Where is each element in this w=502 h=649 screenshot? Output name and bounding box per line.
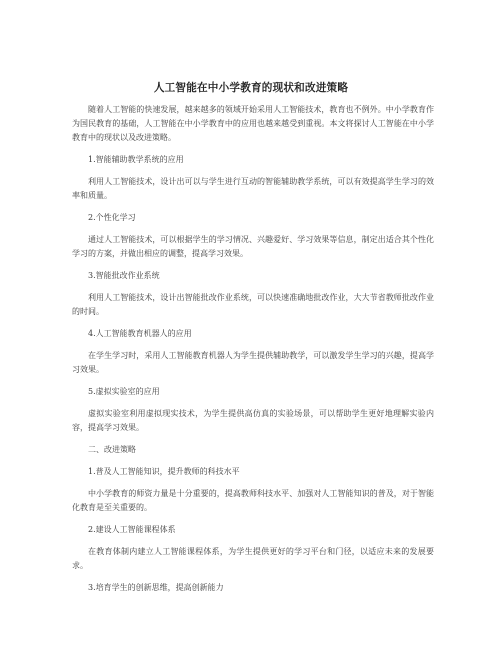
paragraph: 在学生学习时，采用人工智能教育机器人为学生提供辅助教学，可以激发学生学习的兴趣，提高学习效果。 bbox=[72, 351, 434, 375]
section-heading: 1.普及人工智能知识，提升教师的科技水平 bbox=[88, 467, 240, 477]
paragraph: 利用人工智能技术，设计出智能批改作业系统，可以快速准确地批改作业，大大节省教师批改作业的时间。 bbox=[72, 293, 434, 317]
section-heading: 4.人工智能教育机器人的应用 bbox=[88, 329, 192, 339]
section-heading: 1.智能辅助教学系统的应用 bbox=[88, 155, 184, 165]
paragraph: 利用人工智能技术，设计出可以与学生进行互动的智能辅助教学系统，可以有效提高学生学习的效率和质量。 bbox=[72, 177, 434, 201]
section-heading: 3.智能批改作业系统 bbox=[88, 271, 160, 281]
section-heading: 2.个性化学习 bbox=[88, 213, 136, 223]
intro-paragraph: 随着人工智能的快速发展，越来越多的领域开始采用人工智能技术，教育也不例外。中小学教育作为国民教育的基础，人工智能在中小学教育中的应用也越来越受到重视。本文将探讨人工智能在中小学教育中的现状以及改进策略。 bbox=[72, 105, 434, 143]
paragraph: 在教育体制内建立人工智能课程体系，为学生提供更好的学习平台和门径，以适应未来的发展要求。 bbox=[72, 546, 434, 571]
section-heading: 2.建设人工智能课程体系 bbox=[88, 525, 176, 535]
section-heading: 5.虚拟实验室的应用 bbox=[88, 387, 160, 397]
document-body bbox=[72, 103, 434, 603]
paragraph: 虚拟实验室利用虚拟现实技术，为学生提供高仿真的实验场景，可以帮助学生更好地理解实验内容，提高学习效果。 bbox=[72, 409, 434, 433]
document-title: 人工智能在中小学教育的现状和改进策略 bbox=[153, 82, 349, 94]
paragraph: 通过人工智能技术，可以根据学生的学习情况、兴趣爱好、学习效果等信息，制定出适合其个性化学习的方案，并做出相应的调整，提高学习效果。 bbox=[72, 235, 434, 259]
paragraph: 中小学教育的师资力量是十分重要的，提高教师科技水平、加强对人工智能知识的普及，对于智能化教育是至关重要的。 bbox=[72, 489, 434, 513]
section-heading: 二、改进策略 bbox=[88, 445, 136, 455]
section-heading: 3.培育学生的创新思维，提高创新能力 bbox=[88, 583, 224, 593]
